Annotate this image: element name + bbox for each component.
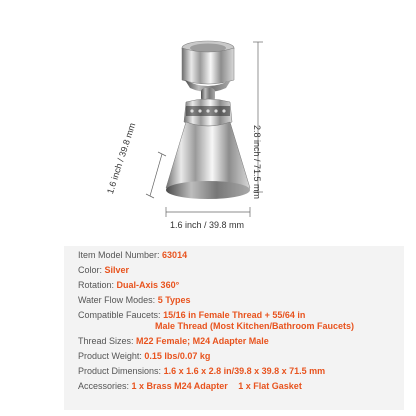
spec-value: Dual-Axis 360° [116,280,180,290]
spec-value: 5 Types [157,295,191,305]
spec-value: 15/16 in Female Thread + 55/64 in [163,310,306,320]
spec-row-compatible-faucets [78,310,305,321]
spec-label: Rotation: [78,280,115,290]
main-body-base [166,181,250,199]
spec-value: Silver [104,265,130,275]
spec-row-accessories [78,381,302,392]
spec-value: 63014 [162,250,188,260]
spec-label: Item Model Number: [78,250,160,260]
spec-label: Accessories: [78,381,130,391]
spec-row-color [78,265,129,276]
spec-value: M22 Female; M24 Adapter Male [136,336,269,346]
spec-label: Color: [78,265,103,275]
width-dimension-label: 1.6 inch / 39.8 mm [170,220,245,230]
spec-row-model [78,250,187,261]
depth-dimension-label: 1.6 inch / 39.8 mm [105,121,138,196]
spec-row-compatible-faucets-line2 [155,321,354,332]
spec-row-dimensions [78,366,325,377]
spec-value: Male Thread (Most Kitchen/Bathroom Faucets) [155,321,355,331]
spec-label: Thread Sizes: [78,336,134,346]
spec-panel [64,246,404,410]
depth-dimension-line [146,152,166,198]
spec-label: Product Weight: [78,351,142,361]
spec-value: 1.6 x 1.6 x 2.8 in/39.8 x 39.8 x 71.5 mm [163,366,326,376]
spec-row-thread-sizes [78,336,269,347]
spec-value: 1 x Brass M24 Adapter [131,381,228,391]
spec-row-flow-modes [78,295,191,306]
top-cap-body [182,48,234,84]
spec-value: 0.15 lbs/0.07 kg [144,351,211,361]
spec-label: Compatible Faucets: [78,310,161,320]
width-dimension-line [166,207,250,217]
spec-row-rotation [78,280,179,291]
spec-label: Product Dimensions: [78,366,162,376]
spec-value: 1 x Flat Gasket [238,381,302,391]
height-dimension-label: 2.8 inch / 71.5 mm [252,125,262,200]
spec-label: Water Flow Modes: [78,295,156,305]
spec-row-weight [78,351,210,362]
